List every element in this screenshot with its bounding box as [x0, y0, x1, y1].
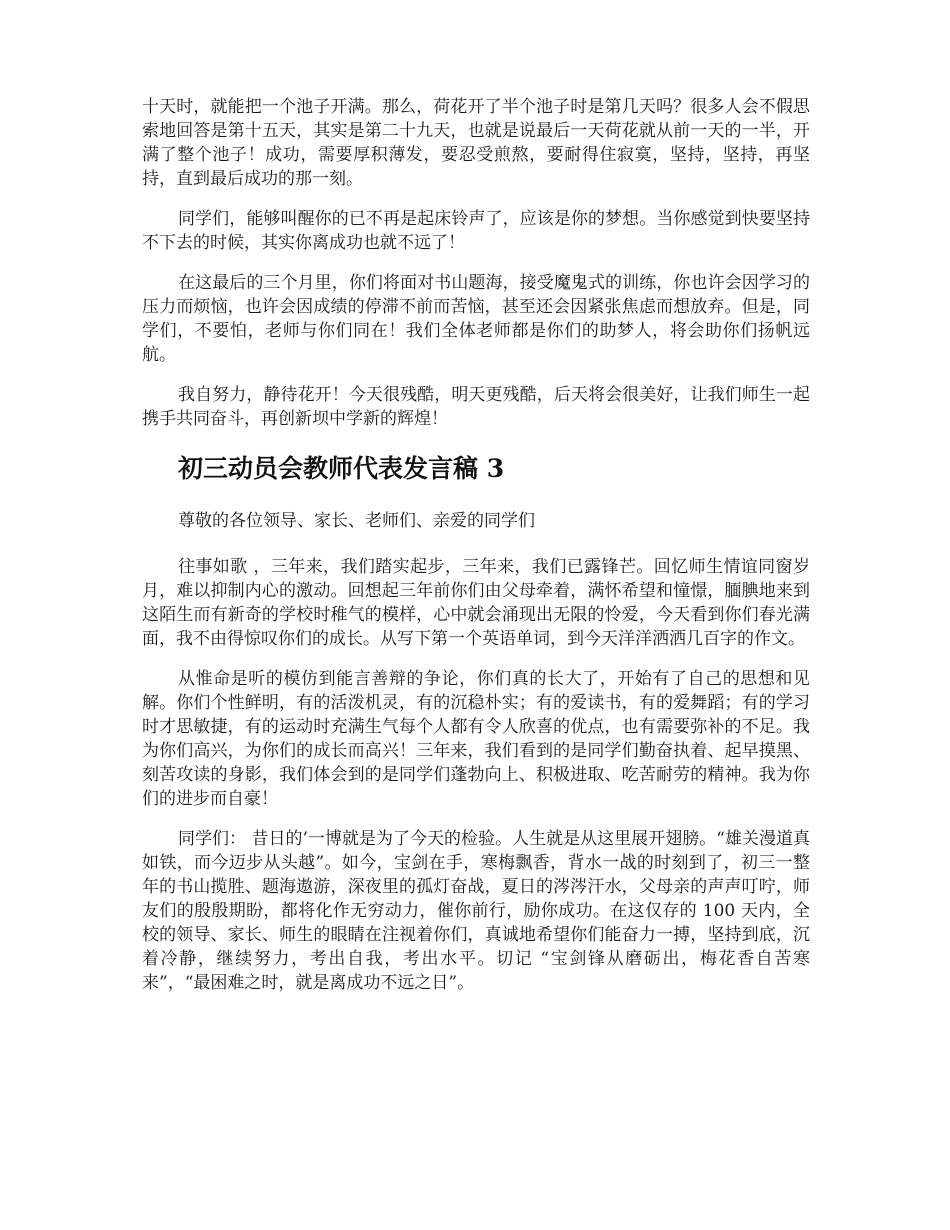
paragraph-final-push: 同学们： 昔日的’一博就是为了今天的检验。人生就是从这里展开翅膀。“雄关漫道真如铁，而今迈步从头越”。如今，宝剑在手，寒梅飘香，背水一战的时刻到了，初三一整年的书山揽胜、题海遨游，深夜里的孤灯奋战，夏日的涔涔汗水，父母亲的声声叮咛，师友们的殷殷期盼，都将化作无穷动力，催你前行，励你成功。在这仅存的 100 天内，全校的领导、家长、师生的眼睛在注视着你们，真诚地希望你们能奋力一搏，坚持到底，沉着冷静，继续努力，考出自我，考出水平。切记 “宝剑锋从磨砺出，梅花香自苦寒来”，“最困难之时，就是离成功不远之日”。: [142, 829, 810, 993]
salutation: 尊敬的各位领导、家长、老师们、亲爱的同学们: [178, 511, 535, 531]
paragraph-growth: 从惟命是听的模仿到能言善辩的争论，你们真的长大了，开始有了自己的思想和见解。你们个性鲜明，有的活泼机灵，有的沉稳朴实；有的爱读书，有的爱舞蹈；有的学习时才思敏捷，有的运动时充满生气每个人都有令人欣喜的优点，也有需要弥补的不足。我为你们高兴，为你们的成长而高兴！三年来，我们看到的是同学们勤奋执着、起早摸黑、刻苦攻读的身影，我们体会到的是同学们蓬勃向上、积极进取、吃苦耐劳的精神。我为你们的进步而自豪！: [142, 669, 810, 809]
paragraph-continued: 十天时，就能把一个池子开满。那么，荷花开了半个池子时是第几天吗？很多人会不假思索地回答是第十五天，其实是第二十九天，也就是说最后一天荷花就从前一天的一半，开满了整个池子！成功，需要厚积薄发，要忍受煎熬，要耐得住寂寞，坚持，坚持，再坚持，直到最后成功的那一刻。: [142, 97, 810, 189]
paragraph-wait-for-bloom: 我自努力，静待花开！今天很残酷，明天更残酷，后天将会很美好，让我们师生一起携手共同奋斗，再创新坝中学新的辉煌！: [142, 385, 810, 429]
paragraph-dream: 同学们，能够叫醒你的已不再是起床铃声了，应该是你的梦想。当你感觉到快要坚持不下去的时候，其实你离成功也就不远了！: [142, 209, 810, 253]
paragraph-memories: 往事如歌 ，三年来，我们踏实起步，三年来，我们已露锋芒。回忆师生情谊同窗岁月，难以抑制内心的激动。回想起三年前你们由父母牵着，满怀希望和憧憬，腼腆地来到这陌生而有新奇的学校时稚气的模样，心中就会涌现出无限的怜爱，今天看到你们春光满面，我不由得惊叹你们的成长。从写下第一个英语单词，到今天洋洋洒洒几百字的作文。: [142, 557, 810, 649]
section-heading: 初三动员会教师代表发言稿 3: [178, 454, 505, 483]
document-page: [142, 95, 810, 1011]
paragraph-last-three-months: 在这最后的三个月里，你们将面对书山题海，接受魔鬼式的训练，你也许会因学习的压力而烦恼，也许会因成绩的停滞不前而苦恼，甚至还会因紧张焦虑而想放弃。但是，同学们，不要怕，老师与你们同在！我们全体老师都是你们的助梦人，将会助你们扬帆远航。: [142, 273, 810, 365]
